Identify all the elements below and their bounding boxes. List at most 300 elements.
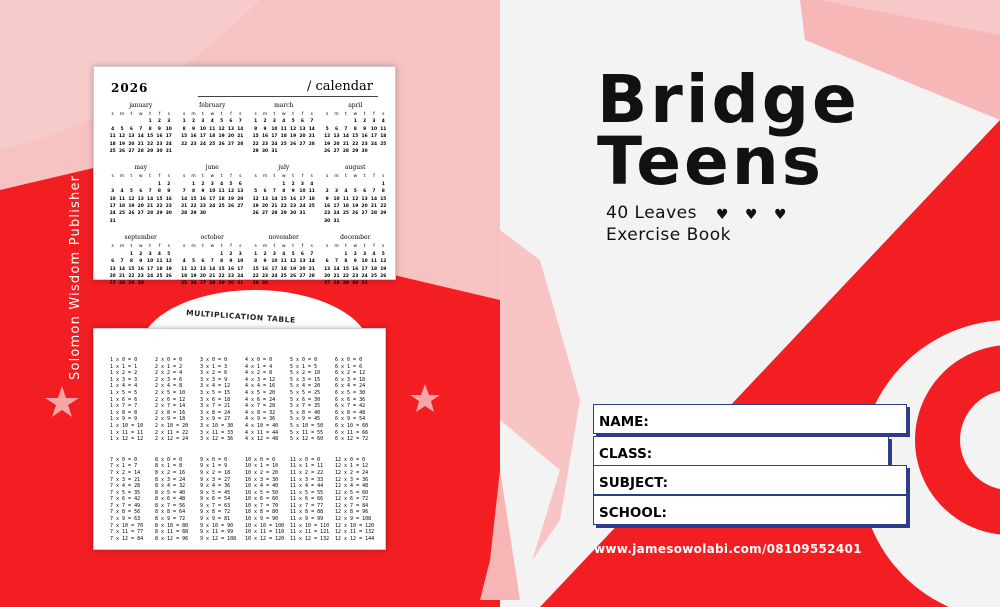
- weekday-label: m: [334, 112, 339, 117]
- times-row: 11 x 8 = 88: [290, 509, 324, 516]
- day-number: 12: [252, 196, 259, 202]
- day-number: 3: [363, 251, 367, 257]
- day-number: 27: [237, 204, 244, 210]
- times-row: 6 x 9 = 54: [335, 416, 366, 423]
- times-row: 1 x 6 = 6: [110, 396, 138, 403]
- day-number: 17: [271, 266, 278, 272]
- calendar-month: [323, 234, 389, 287]
- title-line-2: Teens: [597, 123, 825, 200]
- day-number: 18: [156, 266, 163, 272]
- day-number: 2: [229, 251, 233, 257]
- heart-icon: ♥: [745, 207, 758, 223]
- times-row: 6 x 8 = 48: [335, 409, 366, 416]
- empty-day: [332, 251, 341, 258]
- times-row: 3 x 8 = 24: [200, 409, 231, 416]
- times-row: 5 x 11 = 55: [290, 429, 324, 436]
- day-number: 17: [361, 266, 368, 272]
- day-number: 14: [118, 266, 126, 272]
- times-row: 10 x 3 = 30: [245, 476, 279, 483]
- times-row: 5 x 8 = 40: [290, 409, 321, 416]
- times-row: 10 x 0 = 0: [245, 456, 276, 463]
- times-row: 8 x 4 = 32: [155, 483, 186, 490]
- times-row: 9 x 5 = 45: [200, 489, 231, 496]
- day-number: 1: [353, 119, 357, 125]
- times-row: 11 x 3 = 33: [290, 476, 324, 483]
- day-number: 22: [128, 273, 135, 279]
- times-row: 7 x 9 = 63: [110, 516, 141, 523]
- day-number: 10: [165, 126, 172, 132]
- times-table: [155, 457, 200, 543]
- times-row: 9 x 10 = 90: [200, 522, 234, 529]
- day-number: 10: [299, 189, 306, 195]
- book-type: Exercise Book: [606, 225, 731, 245]
- calendar-month: [251, 164, 317, 225]
- times-row: 1 x 7 = 7: [110, 403, 138, 410]
- day-number: 15: [380, 196, 387, 202]
- day-number: 27: [109, 281, 116, 287]
- day-number: 23: [261, 141, 269, 147]
- day-number: 11: [380, 126, 387, 132]
- day-number: 6: [238, 181, 242, 187]
- weekday-label: s: [326, 112, 329, 117]
- weekday-label: m: [191, 112, 196, 117]
- day-number: 8: [344, 259, 348, 265]
- multiplication-table-label: MULTIPLICATION TABLE: [185, 308, 297, 325]
- day-number: 18: [181, 273, 188, 279]
- times-row: 7 x 6 = 42: [110, 496, 141, 503]
- month-name: august: [344, 164, 366, 172]
- day-number: 21: [237, 134, 244, 140]
- weekday-label: t: [292, 174, 294, 180]
- day-number: 23: [190, 141, 197, 147]
- day-number: 30: [324, 218, 331, 224]
- weekday-label: s: [254, 112, 257, 117]
- empty-day: [351, 181, 360, 188]
- times-row: 8 x 3 = 24: [155, 476, 186, 483]
- day-number: 8: [148, 126, 152, 132]
- day-number: 10: [370, 126, 378, 132]
- multiplication-tables: [110, 357, 380, 542]
- day-number: 20: [361, 204, 368, 210]
- day-number: 28: [370, 211, 378, 217]
- day-number: 11: [109, 134, 116, 140]
- times-row: 3 x 2 = 6: [200, 370, 228, 377]
- empty-day: [251, 181, 260, 188]
- times-row: 6 x 2 = 12: [335, 370, 366, 377]
- empty-day: [127, 181, 136, 188]
- day-number: 16: [137, 266, 144, 272]
- weekday-label: w: [281, 174, 286, 180]
- day-number: 23: [199, 204, 206, 210]
- weekday-label: w: [210, 112, 215, 117]
- weekday-label: f: [373, 112, 375, 117]
- times-table: [110, 457, 155, 543]
- day-number: 8: [191, 189, 196, 195]
- title-line-1: Bridge: [597, 61, 860, 138]
- empty-day: [189, 251, 198, 258]
- month-name: december: [340, 234, 371, 242]
- day-number: 12: [227, 189, 235, 195]
- weekday-label: s: [382, 244, 385, 250]
- times-row: 1 x 12 = 12: [110, 436, 144, 443]
- day-number: 6: [129, 126, 133, 132]
- weekday-label: w: [138, 244, 143, 250]
- empty-day: [323, 118, 332, 125]
- weekday-label: t: [130, 112, 133, 117]
- weekday-label: s: [310, 174, 313, 180]
- day-number: 5: [291, 119, 295, 125]
- month-days: [251, 173, 317, 217]
- day-number: 8: [129, 259, 133, 265]
- weekday-label: s: [239, 174, 242, 180]
- times-row: 9 x 0 = 0: [200, 456, 228, 463]
- day-number: 13: [237, 189, 244, 195]
- empty-day: [108, 251, 117, 258]
- day-number: 17: [370, 134, 378, 140]
- day-number: 19: [190, 273, 197, 279]
- month-name: march: [274, 102, 294, 109]
- day-number: 29: [380, 211, 387, 217]
- day-number: 28: [209, 281, 216, 287]
- day-number: 16: [199, 196, 206, 202]
- day-number: 26: [128, 211, 135, 217]
- calendar-card: [93, 66, 396, 287]
- day-number: 26: [165, 273, 172, 279]
- times-row: 2 x 12 = 24: [155, 436, 189, 443]
- day-number: 15: [128, 266, 135, 272]
- day-number: 20: [109, 273, 116, 279]
- times-row: 11 x 10 = 110: [290, 522, 330, 529]
- heart-icon: ♥: [716, 207, 729, 223]
- day-number: 31: [299, 211, 306, 217]
- day-number: 14: [308, 126, 315, 132]
- day-number: 12: [128, 196, 135, 202]
- day-number: 6: [201, 259, 205, 265]
- day-number: 1: [254, 251, 258, 257]
- school-field[interactable]: [593, 495, 907, 525]
- day-number: 11: [342, 196, 349, 202]
- day-number: 9: [167, 189, 171, 195]
- day-number: 30: [156, 149, 163, 155]
- day-number: 7: [310, 251, 314, 257]
- day-number: 8: [220, 259, 224, 265]
- day-number: 4: [282, 119, 286, 125]
- day-number: 26: [118, 149, 126, 155]
- day-number: 27: [137, 211, 144, 217]
- times-row: 3 x 11 = 33: [200, 429, 234, 436]
- calendar-month: [108, 164, 174, 225]
- times-row: 4 x 12 = 48: [245, 436, 279, 443]
- weekday-label: w: [281, 112, 286, 117]
- times-row: 6 x 4 = 24: [335, 383, 366, 390]
- day-number: 23: [324, 211, 331, 217]
- day-number: 17: [237, 266, 244, 272]
- weekday-label: f: [230, 244, 232, 250]
- times-row: 4 x 5 = 20: [245, 389, 276, 396]
- times-table: [245, 357, 290, 443]
- day-number: 16: [156, 134, 163, 140]
- weekday-label: w: [210, 174, 215, 180]
- day-number: 22: [352, 141, 359, 147]
- weekday-label: w: [281, 244, 286, 250]
- empty-day: [208, 251, 217, 258]
- times-row: 7 x 11 = 77: [110, 529, 144, 536]
- month-name: november: [268, 234, 299, 242]
- day-number: 6: [139, 189, 143, 195]
- day-number: 21: [118, 273, 126, 279]
- weekday-label: s: [111, 174, 114, 180]
- times-row: 8 x 7 = 56: [155, 502, 186, 509]
- weekday-label: f: [373, 244, 375, 250]
- day-number: 5: [381, 251, 385, 257]
- day-number: 6: [300, 119, 304, 125]
- day-number: 25: [118, 211, 126, 217]
- times-row: 2 x 6 = 12: [155, 396, 186, 403]
- day-number: 24: [199, 141, 206, 147]
- weekday-label: t: [220, 174, 223, 180]
- times-row: 4 x 6 = 24: [245, 396, 276, 403]
- day-number: 7: [272, 189, 276, 195]
- day-number: 6: [325, 259, 329, 265]
- times-row: 7 x 2 = 14: [110, 469, 141, 476]
- day-number: 2: [263, 119, 267, 125]
- weekday-label: w: [353, 244, 358, 250]
- day-number: 5: [120, 126, 124, 132]
- day-number: 26: [218, 141, 225, 147]
- day-number: 9: [325, 196, 329, 202]
- weekday-label: s: [326, 174, 329, 180]
- times-row: 2 x 0 = 0: [155, 357, 183, 363]
- day-number: 2: [157, 119, 161, 125]
- day-number: 2: [325, 189, 329, 195]
- empty-day: [145, 181, 154, 188]
- day-number: 14: [147, 196, 154, 202]
- times-row: 12 x 9 = 108: [335, 516, 372, 523]
- weekday-label: s: [239, 112, 242, 117]
- day-number: 9: [191, 126, 196, 132]
- day-number: 4: [344, 189, 348, 195]
- day-number: 2: [263, 251, 267, 257]
- day-number: 21: [271, 204, 278, 210]
- day-number: 22: [147, 141, 154, 147]
- day-number: 3: [238, 251, 242, 257]
- times-row: 9 x 2 = 18: [200, 469, 231, 476]
- times-row: 5 x 4 = 20: [290, 383, 321, 390]
- day-number: 1: [191, 181, 196, 187]
- empty-day: [260, 181, 269, 188]
- day-number: 20: [137, 204, 144, 210]
- times-table: [335, 357, 380, 443]
- day-number: 7: [148, 189, 152, 195]
- times-row: 12 x 10 = 120: [335, 522, 375, 529]
- times-row: 9 x 4 = 36: [200, 483, 231, 490]
- day-number: 21: [147, 204, 154, 210]
- empty-day: [341, 118, 350, 125]
- day-number: 17: [299, 196, 306, 202]
- day-number: 1: [129, 251, 133, 257]
- day-number: 13: [361, 196, 368, 202]
- day-number: 30: [290, 211, 297, 217]
- weekday-label: f: [158, 174, 161, 180]
- times-row: 8 x 1 = 8: [155, 463, 183, 470]
- day-number: 1: [381, 181, 385, 187]
- day-number: 22: [252, 141, 259, 147]
- day-number: 19: [165, 266, 172, 272]
- times-row: 4 x 4 = 16: [245, 383, 276, 390]
- day-number: 10: [271, 126, 278, 132]
- day-number: 30: [361, 149, 368, 155]
- weekday-label: s: [167, 174, 170, 180]
- calendar-months: [108, 102, 388, 288]
- month-days: [180, 243, 246, 287]
- times-row: 3 x 4 = 12: [200, 383, 231, 390]
- weekday-label: s: [382, 112, 385, 117]
- day-number: 31: [271, 149, 278, 155]
- times-row: 12 x 2 = 24: [335, 469, 369, 476]
- times-row: 12 x 8 = 96: [335, 509, 369, 516]
- times-row: 4 x 8 = 32: [245, 409, 276, 416]
- day-number: 7: [139, 126, 143, 132]
- times-row: 4 x 0 = 0: [245, 357, 273, 363]
- day-number: 31: [361, 281, 368, 287]
- times-row: 10 x 7 = 70: [245, 502, 279, 509]
- month-days: [180, 173, 246, 217]
- day-number: 3: [167, 119, 171, 125]
- times-row: 6 x 3 = 18: [335, 376, 366, 383]
- weekday-label: t: [273, 112, 276, 117]
- day-number: 15: [352, 134, 359, 140]
- month-name: september: [124, 234, 157, 242]
- times-row: 10 x 8 = 80: [245, 509, 279, 516]
- name-field[interactable]: [593, 404, 907, 434]
- day-number: 7: [344, 126, 348, 132]
- empty-day: [341, 181, 350, 188]
- day-number: 22: [252, 273, 259, 279]
- weekday-label: t: [292, 112, 294, 117]
- day-number: 24: [271, 273, 278, 279]
- times-row: 3 x 3 = 9: [200, 376, 228, 383]
- times-row: 9 x 8 = 72: [200, 509, 231, 516]
- times-row: 1 x 9 = 9: [110, 416, 138, 423]
- day-number: 21: [137, 141, 144, 147]
- calendar-month: [180, 102, 246, 155]
- day-number: 6: [229, 119, 233, 125]
- weekday-label: f: [301, 112, 304, 117]
- weekday-label: t: [292, 244, 294, 250]
- times-row: 11 x 5 = 55: [290, 489, 324, 496]
- day-number: 30: [227, 281, 235, 287]
- times-row: 3 x 7 = 21: [200, 403, 231, 410]
- times-row: 3 x 9 = 27: [200, 416, 231, 423]
- times-row: 3 x 10 = 30: [200, 422, 234, 429]
- times-row: 10 x 9 = 90: [245, 516, 279, 523]
- day-number: 14: [209, 266, 216, 272]
- day-number: 4: [120, 189, 124, 195]
- calendar-title: / calendar: [306, 79, 373, 94]
- times-row: 2 x 11 = 22: [155, 429, 189, 436]
- day-number: 5: [291, 251, 295, 257]
- day-number: 8: [353, 126, 357, 132]
- day-number: 12: [218, 126, 225, 132]
- times-row: 7 x 7 = 49: [110, 502, 141, 509]
- day-number: 11: [280, 126, 287, 132]
- day-number: 3: [272, 251, 276, 257]
- weekday-label: t: [202, 112, 204, 117]
- day-number: 8: [254, 259, 258, 265]
- day-number: 21: [308, 266, 315, 272]
- day-number: 28: [342, 149, 349, 155]
- times-row: 1 x 8 = 8: [110, 409, 138, 416]
- times-row: 1 x 3 = 3: [110, 376, 138, 383]
- day-number: 5: [325, 126, 329, 132]
- empty-day: [136, 118, 145, 125]
- times-row: 4 x 2 = 8: [245, 370, 273, 377]
- day-number: 2: [191, 119, 196, 125]
- publisher-name: Solomon Wisdom Publisher: [68, 174, 83, 380]
- day-number: 13: [199, 266, 206, 272]
- day-number: 13: [128, 134, 135, 140]
- calendar-month: [180, 234, 246, 287]
- month-days: [108, 173, 174, 225]
- calendar-month: [251, 234, 317, 287]
- times-row: 1 x 1 = 1: [110, 363, 138, 370]
- day-number: 29: [342, 281, 349, 287]
- day-number: 12: [290, 126, 297, 132]
- times-row: 4 x 11 = 44: [245, 429, 279, 436]
- times-row: 5 x 9 = 45: [290, 416, 321, 423]
- day-number: 28: [118, 281, 126, 287]
- day-number: 11: [308, 189, 315, 195]
- day-number: 25: [156, 273, 163, 279]
- class-field[interactable]: [593, 436, 889, 466]
- day-number: 2: [167, 181, 171, 187]
- day-number: 19: [218, 134, 225, 140]
- day-number: 13: [261, 196, 269, 202]
- day-number: 9: [263, 259, 267, 265]
- times-row: 9 x 1 = 9: [200, 463, 228, 470]
- day-number: 28: [271, 211, 278, 217]
- times-row: 8 x 11 = 88: [155, 529, 189, 536]
- day-number: 9: [139, 259, 143, 265]
- times-row: 2 x 8 = 16: [155, 409, 186, 416]
- times-row: 12 x 4 = 48: [335, 483, 369, 490]
- day-number: 29: [147, 149, 154, 155]
- subject-field[interactable]: [593, 465, 907, 495]
- day-number: 25: [280, 273, 287, 279]
- day-number: 14: [333, 266, 340, 272]
- day-number: 28: [181, 211, 188, 217]
- day-number: 19: [290, 266, 297, 272]
- day-number: 22: [342, 273, 349, 279]
- day-number: 24: [361, 273, 368, 279]
- day-number: 6: [363, 189, 367, 195]
- weekday-label: m: [119, 174, 125, 180]
- weekday-label: w: [138, 112, 143, 117]
- day-number: 11: [181, 266, 188, 272]
- day-number: 9: [157, 126, 161, 132]
- times-row: 11 x 6 = 66: [290, 496, 324, 503]
- month-days: [323, 173, 389, 225]
- multiplication-card: [93, 328, 386, 550]
- weekday-label: s: [111, 244, 114, 250]
- times-row: 7 x 12 = 84: [110, 535, 144, 542]
- weekday-label: w: [210, 244, 215, 250]
- day-number: 23: [137, 273, 144, 279]
- day-number: 23: [165, 204, 172, 210]
- times-row: 9 x 9 = 81: [200, 516, 231, 523]
- day-number: 25: [380, 141, 387, 147]
- day-number: 9: [263, 126, 267, 132]
